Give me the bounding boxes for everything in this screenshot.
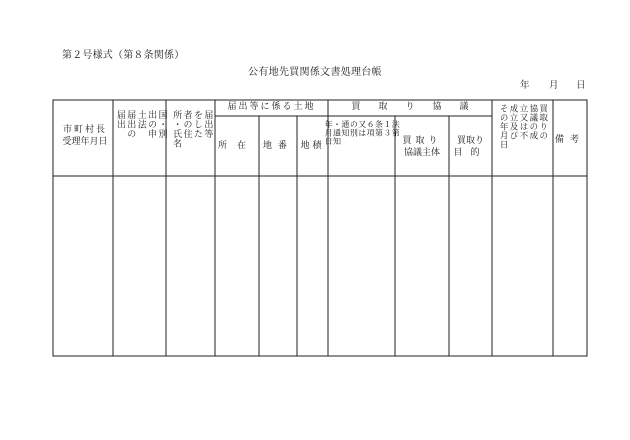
col-result-line3: 立又は不	[517, 104, 528, 140]
form-label: 第２号様式（第８条関係）	[62, 50, 185, 61]
col-purchaser-line2: 協議主体	[403, 148, 440, 158]
col-receipt-line2: 受理年月日	[62, 137, 108, 147]
col-result-line2: 協議の成	[527, 104, 538, 140]
col-notifier-line3: 者の住	[181, 110, 192, 139]
col-article-line6: の別	[349, 120, 359, 137]
col-remarks-header: 備考	[554, 135, 585, 145]
col-notice-line1: 国・別	[156, 110, 167, 139]
col-notice-header	[114, 110, 167, 172]
col-article-line3: 条第	[374, 120, 384, 137]
col-notice-line5: 届出	[114, 110, 125, 129]
col-article-line1: 法第	[391, 120, 401, 137]
date-year-label: 年	[520, 80, 530, 91]
col-article-header	[324, 120, 401, 174]
group-land-header: 届出等に係る土地	[227, 102, 316, 112]
date-month-label: 月	[549, 80, 559, 91]
col-article-line5: 又は	[357, 120, 367, 137]
col-purpose-header	[449, 137, 492, 158]
col-article-line4: ６項	[366, 120, 376, 137]
col-notifier-line4: 所・氏名	[171, 110, 182, 148]
date-day-label: 日	[576, 80, 586, 91]
col-receipt-header	[60, 126, 110, 147]
col-notifier-header	[170, 110, 212, 172]
col-purchaser-line1: 買取り	[402, 136, 442, 146]
col-notifier-line1: 届出等	[202, 110, 213, 139]
col-purpose-line2: 目的	[453, 148, 488, 158]
document-title: 公有地先買関係文書処理台帳	[248, 67, 382, 78]
col-purchaser-header	[395, 137, 449, 158]
col-receipt-line1: 市町村長	[62, 125, 107, 135]
col-result-header	[494, 104, 551, 174]
group-purchase-header: 買 取 り 協 議	[351, 102, 469, 112]
col-notice-line2: 出の申	[146, 110, 157, 139]
col-article-line7: 通知	[340, 120, 350, 137]
col-notice-line3: 土法	[135, 110, 146, 129]
col-result-line5: その年月日	[498, 104, 509, 149]
col-article-line8: ・通知	[332, 120, 342, 146]
sub-lot-header: 地番	[262, 141, 293, 151]
sub-area-header: 地積	[300, 141, 325, 151]
col-result-line4: 成立及び	[508, 104, 519, 140]
col-notice-line4: 届出の	[125, 110, 136, 139]
col-article-line2: １３	[382, 120, 392, 137]
col-article-line9: 年月日	[324, 120, 334, 146]
sub-location-header: 所在	[217, 141, 256, 151]
col-result-line1: 買取りの	[537, 104, 548, 140]
col-purpose-line1: 買取り	[456, 136, 484, 146]
col-notifier-line2: をした	[191, 110, 202, 139]
